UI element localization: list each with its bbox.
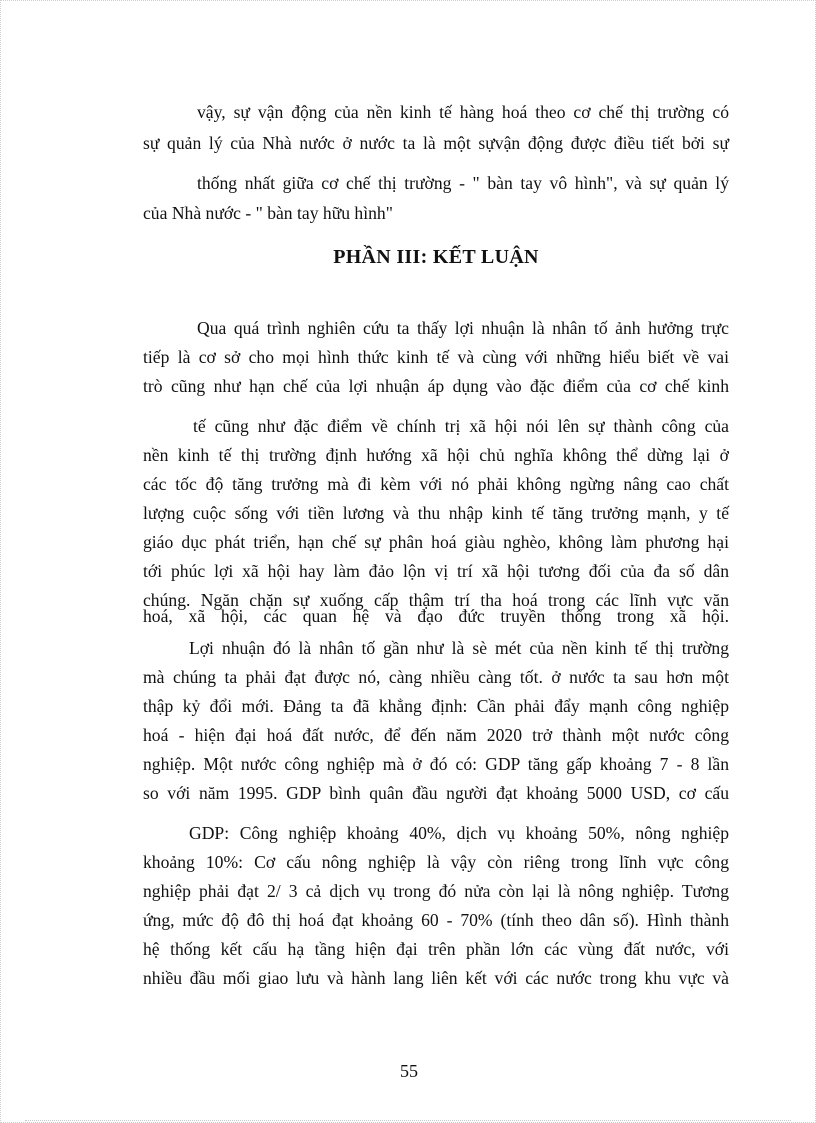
text-line: tiếp là cơ sở cho mọi hình thức kinh tế và cùng với những hiểu biết về vai xyxy=(143,347,729,367)
text-line: giáo dục phát triển, hạn chế sự phân hoá giàu nghèo, không làm phương hại xyxy=(143,532,729,552)
text-line: các tốc độ tăng trưởng mà đi kèm với nó phải không ngừng nâng cao chất xyxy=(143,474,729,494)
text-line: Lợi nhuận đó là nhân tố gần như là sè mét của nền kinh tế thị trường xyxy=(189,638,729,658)
text-line: hoá, xã hội, các quan hệ và đạo đức truyền thống trong xã hội. xyxy=(143,606,729,626)
text-line: hoá - hiện đại hoá đất nước, để đến năm 2020 trở thành một nước công xyxy=(143,725,729,745)
page-number: 55 xyxy=(400,1061,418,1081)
text-line: của Nhà nước - " bàn tay hữu hình" xyxy=(143,203,393,223)
text-line: tế cũng như đặc điểm về chính trị xã hội nói lên sự thành công của xyxy=(193,416,729,436)
text-line: lượng cuộc sống với tiền lương và thu nhập kinh tế tăng trưởng mạnh, y tế xyxy=(143,503,729,523)
text-line: mà chúng ta phải đạt được nó, càng nhiều càng tốt. ở nước ta sau hơn một xyxy=(143,667,729,687)
text-line: vậy, sự vận động của nền kinh tế hàng hoá theo cơ chế thị trường có xyxy=(197,102,729,122)
text-line: trò cũng như hạn chế của lợi nhuận áp dụng vào đặc điểm của cơ chế kinh xyxy=(143,376,729,396)
text-line: sự quản lý của Nhà nước ở nước ta là một sựvận động được điều tiết bởi sự xyxy=(143,133,729,153)
text-line: nền kinh tế thị trường định hướng xã hội chủ nghĩa không thể dừng lại ở xyxy=(143,445,729,465)
page-bottom-divider xyxy=(25,1120,791,1121)
text-line: hệ thống kết cấu hạ tầng hiện đại trên phần lớn các vùng đất nước, với xyxy=(143,939,729,959)
section-heading: PHẦN III: KẾT LUẬN xyxy=(333,246,539,268)
text-line: tới phúc lợi xã hội hay làm đảo lộn vị trí xã hội tương đối của đa số dân xyxy=(143,561,729,581)
text-line: so với năm 1995. GDP bình quân đầu người đạt khoảng 5000 USD, cơ cấu xyxy=(143,783,729,803)
text-line: thập kỷ đổi mới. Đảng ta đã khẳng định: Cần phải đẩy mạnh công nghiệp xyxy=(143,696,729,716)
text-line: ứng, mức độ đô thị hoá đạt khoảng 60 - 70% (tính theo dân số). Hình thành xyxy=(143,910,729,930)
text-line: chúng. Ngăn chặn sự xuống cấp thậm trí tha hoá trong các lĩnh vực văn xyxy=(143,590,729,610)
text-line: GDP: Công nghiệp khoảng 40%, dịch vụ khoảng 50%, nông nghiệp xyxy=(189,823,729,843)
text-line: nghiệp. Một nước công nghiệp mà ở đó có: GDP tăng gấp khoảng 7 - 8 lần xyxy=(143,754,729,774)
text-line: Qua quá trình nghiên cứu ta thấy lợi nhuận là nhân tố ảnh hưởng trực xyxy=(197,318,729,338)
text-line: nghiệp phải đạt 2/ 3 cả dịch vụ trong đó nửa còn lại là nông nghiệp. Tương xyxy=(143,881,729,901)
text-line: khoảng 10%: Cơ cấu nông nghiệp là vậy còn riêng trong lĩnh vực công xyxy=(143,852,729,872)
text-line: thống nhất giữa cơ chế thị trường - " bàn tay vô hình", và sự quản lý xyxy=(197,173,729,193)
text-line: nhiều đầu mối giao lưu và hành lang liên kết với các nước trong khu vực và xyxy=(143,968,729,988)
